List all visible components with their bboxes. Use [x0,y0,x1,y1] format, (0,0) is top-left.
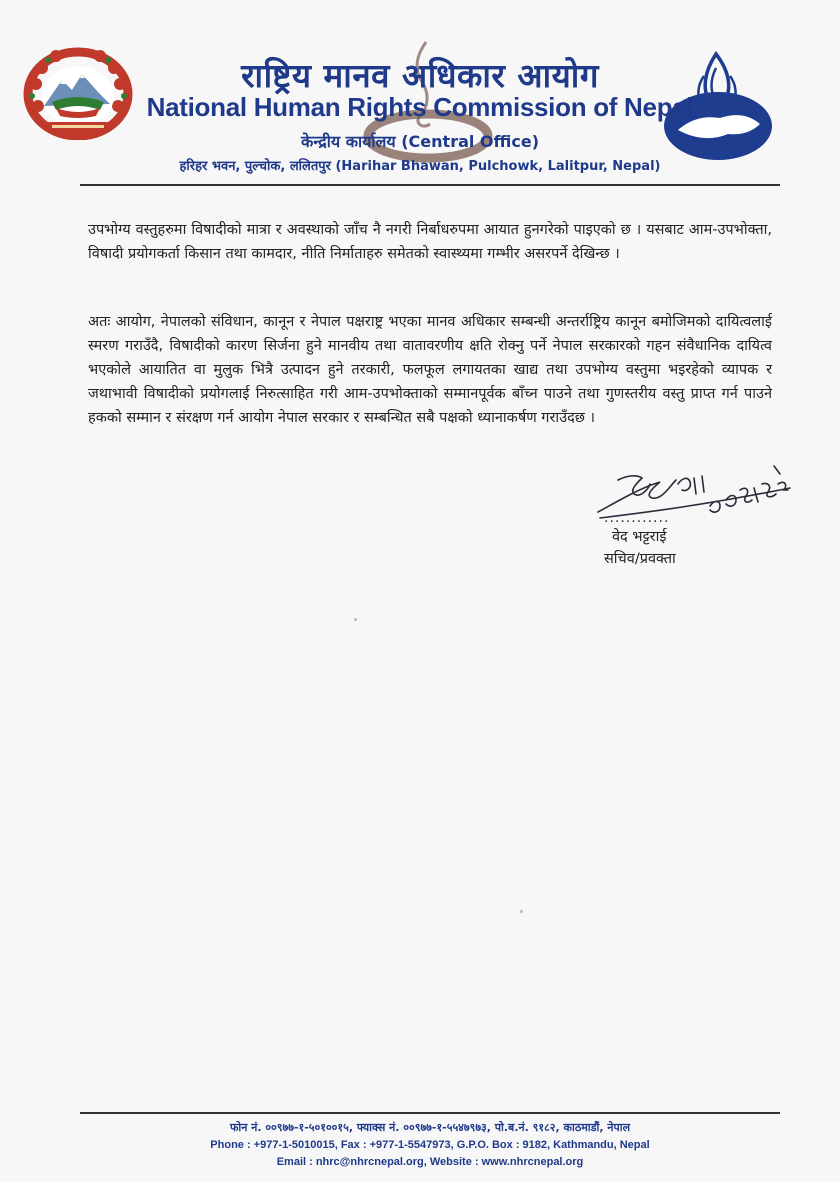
scan-speck [520,910,523,913]
office-label: केन्द्रीय कार्यालय (Central Office) [300,132,540,151]
footer-divider [80,1112,780,1114]
header-divider [80,184,780,186]
scan-speck [354,618,357,621]
office-address: हरिहर भवन, पुल्चोक, ललितपुर (Harihar Bhawan, Pulchowk, Lalitpur, Nepal) [179,159,661,174]
footer-contact-english: Phone : +977-1-5010015, Fax : +977-1-5547973, G.P.O. Box : 9182, Kathmandu, Nepal [210,1139,650,1151]
footer-email-website: Email : nhrc@nhrcnepal.org, Website : www.nhrcnepal.org [276,1156,584,1168]
org-title-english: National Human Rights Commission of Nepal [146,92,694,122]
nepal-emblem-icon [22,44,134,140]
footer-contact-nepali: फोन नं. ००९७७-१-५०१००१५, फ्याक्स नं. ००९७७-१-५५४७९७३, पो.ब.नं. ९१८२, काठमाडौं, नेपाल [229,1121,631,1134]
signatory-name: वेद भट्टराई [612,529,667,545]
signatory-title: सचिव/प्रवक्ता [604,551,676,567]
body-paragraph-1: उपभोग्य वस्तुहरुमा विषादीको मात्रा र अवस्थाको जाँच नै नगरी निर्बाधरुपमा आयात हुनगरेको पाइएको छ । यसबाट आम-उपभोक्ता, विषादी प्रयोगकर्ता किसान तथा कामदार, नीति निर्माताहरु समेतको स्वास्थ्यमा गम्भीर असरपर्ने देखिन्छ । [88,222,772,262]
org-title-nepali: राष्ट्रिय मानव अधिकार आयोग [241,56,599,95]
body-paragraph-2: अतः आयोग, नेपालको संविधान, कानून र नेपाल पक्षराष्ट्र भएका मानव अधिकार सम्बन्धी अन्तर्राष्ट्रिय कानून बमोजिमको दायित्वलाई स्मरण गराउँदै, विषादीको कारण सिर्जना हुने मानवीय तथा वातावरणीय क्षति रोक्नु पर्ने नेपाल सरकारको गहन संवैधानिक दायित्व भएकोले आयातित वा मुलुक भित्रै उत्पादन हुने तरकारी, फलफूल लगायतका खाद्य तथा उपभोग्य वस्तुमा भइरहेको व्यापक र जथाभावी विषादीको प्रयोगलाई निरुत्साहित गरी आम-उपभोक्ताको सम्मानपूर्वक बाँच्न पाउने तथा गुणस्तरीय वस्तु प्राप्त गर्न पाउने हकको सम्मान र संरक्षण गर्न आयोग नेपाल सरकार र सम्बन्धित सबै पक्षको ध्यानाकर्षण गराउँदछ । [88,314,772,426]
signature-dotted-line: ............ [604,510,670,526]
